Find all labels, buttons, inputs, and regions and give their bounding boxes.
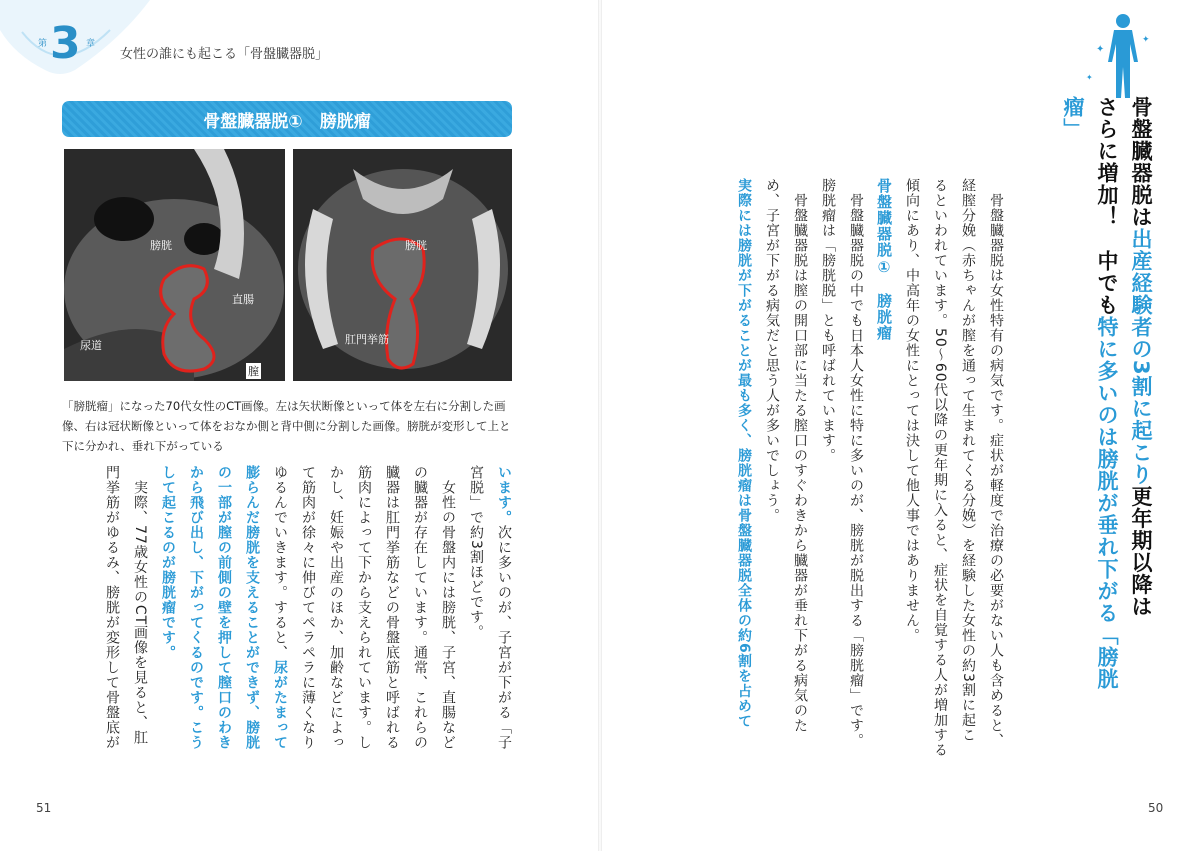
text-column [378, 465, 406, 795]
text-column [926, 178, 954, 798]
page-number-right: 50 [1148, 801, 1164, 815]
chapter-number: 3 [50, 18, 81, 69]
text-column [898, 178, 926, 798]
figure-caption: 「膀胱瘤」になった70代女性のCT画像。左は矢状断像といって体を左右に分割した画像、右は冠状断像といって体をおなか側と背中側に分割した画像。膀胱が変形して上と下に分かれ、垂れ下がっている [62, 398, 511, 453]
text-run: かし、妊娠や出産のほか、加齢などによっ [328, 465, 344, 750]
text-column [954, 178, 982, 798]
text-column [730, 178, 758, 798]
ct-coronal-image [293, 149, 512, 381]
text-run: 実際には膀胱が下がることが最も多く、膀胱瘤は骨盤臓器脱全体の約6割を占めて [736, 178, 752, 729]
text-run: 骨盤臓器脱① 膀胱瘤 [875, 178, 893, 341]
text-run: 更年期以降は [1129, 485, 1153, 618]
text-run: 女性の骨盤内には膀胱、子宮、直腸など [440, 465, 456, 750]
text-column [786, 178, 814, 798]
text-run: 骨盤臓器脱は膣の開口部に当たる膣口のすぐわきから臓器が垂れ下がる病気のた [792, 178, 808, 733]
text-column [238, 465, 266, 795]
text-run: 次に多いのが、子宮が下がる「子 [496, 525, 512, 750]
text-run: から飛び出し、下がってくるのです。こう [188, 465, 204, 750]
chapter-prefix: 第 [38, 39, 48, 49]
text-run: 特に多いのは膀胱が垂れ下がる「膀胱瘤」 [1061, 96, 1119, 690]
text-run: 傾向にあり、中高年の女性にとっては決して他人事ではありません。 [904, 178, 920, 643]
right-page-body [668, 178, 1010, 798]
text-column [870, 178, 898, 798]
right-page-heading [1061, 96, 1158, 716]
text-column [434, 465, 462, 795]
text-column [406, 465, 434, 795]
label-levator-ani: 肛門挙筋 [345, 333, 389, 346]
text-run: の一部が膣の前側の壁を押して膣口のわき [216, 465, 232, 750]
text-run: 尿がたまって [272, 660, 288, 750]
text-run: 経膣分娩（赤ちゃんが膣を通って生まれてくる分娩）を経験した女性の約3割に起こ [960, 178, 976, 743]
text-run: 実際、77歳女性のCT画像を見ると、肛 [132, 465, 148, 746]
text-column [462, 465, 490, 795]
chapter-suffix: 章 [86, 39, 96, 49]
text-run: 出産経験者の3割に起こり [1129, 228, 1153, 486]
heading-line [1124, 96, 1158, 716]
text-run: います。 [496, 465, 512, 525]
text-column [294, 465, 322, 795]
text-run: 膨らんだ膀胱を支えることができず、膀胱 [244, 465, 260, 750]
text-column [126, 465, 154, 795]
heading-line [1056, 96, 1124, 716]
text-run: して起こるのが膀胱瘤です。 [160, 465, 176, 660]
left-page-body [88, 465, 518, 795]
text-column [982, 178, 1010, 798]
text-column [350, 465, 378, 795]
text-column [154, 465, 182, 795]
text-run: ゆるんでいきます。すると、 [272, 465, 288, 660]
chapter-title: 女性の誰にも起こる「骨盤臓器脱」 [120, 47, 329, 62]
text-run: さらに増加！ 中でも [1095, 96, 1119, 316]
text-run: 骨盤臓器脱は [1129, 96, 1153, 228]
text-run: るといわれています。50～60代以降の更年期に入ると、症状を自覚する人が増加する [932, 178, 948, 758]
svg-text:✦: ✦ [1086, 73, 1093, 82]
text-run: 骨盤臓器脱の中でも日本人女性に特に多いのが、膀胱が脱出する「膀胱瘤」です。 [848, 178, 864, 748]
text-column [814, 178, 842, 798]
text-column [758, 178, 786, 798]
text-run: 臓器は肛門挙筋などの骨盤底筋と呼ばれる [384, 465, 400, 750]
page-number-left: 51 [36, 801, 52, 815]
text-run: 骨盤臓器脱は女性特有の病気です。症状が軽度で治療の必要がない人も含めると、 [988, 178, 1004, 748]
label-vagina: 膣 [248, 365, 259, 378]
text-run: 膀胱瘤は「膀胱脱」とも呼ばれています。 [820, 178, 836, 463]
svg-text:✦: ✦ [1142, 35, 1150, 45]
text-column [266, 465, 294, 795]
figure-title-bar [62, 101, 512, 137]
label-bladder-right: 膀胱 [405, 239, 427, 252]
text-run: め、子宮が下がる病気だと思う人が多いでしょう。 [764, 178, 780, 523]
svg-text:✦: ✦ [1096, 44, 1105, 55]
text-column [322, 465, 350, 795]
label-rectum: 直腸 [232, 293, 254, 306]
text-run: て筋肉が徐々に伸びてペラペラに薄くなり [300, 465, 316, 750]
text-run: 宮脱」で約3割ほどです。 [468, 465, 484, 640]
text-run: 門挙筋がゆるみ、膀胱が変形して骨盤底が [104, 465, 120, 750]
text-column [182, 465, 210, 795]
text-column [842, 178, 870, 798]
text-run: の臓器が存在しています。通常、これらの [412, 465, 428, 750]
label-bladder-left: 膀胱 [150, 239, 172, 252]
human-body-icon [1086, 12, 1152, 100]
spread-divider [598, 0, 602, 851]
text-run: 筋肉によって下から支えられています。し [356, 465, 372, 750]
text-column [210, 465, 238, 795]
label-urethra: 尿道 [80, 339, 102, 352]
text-column [98, 465, 126, 795]
text-column [490, 465, 518, 795]
ct-sagittal-image [64, 149, 285, 381]
figure-title: 骨盤臓器脱① 膀胱瘤 [203, 111, 371, 132]
